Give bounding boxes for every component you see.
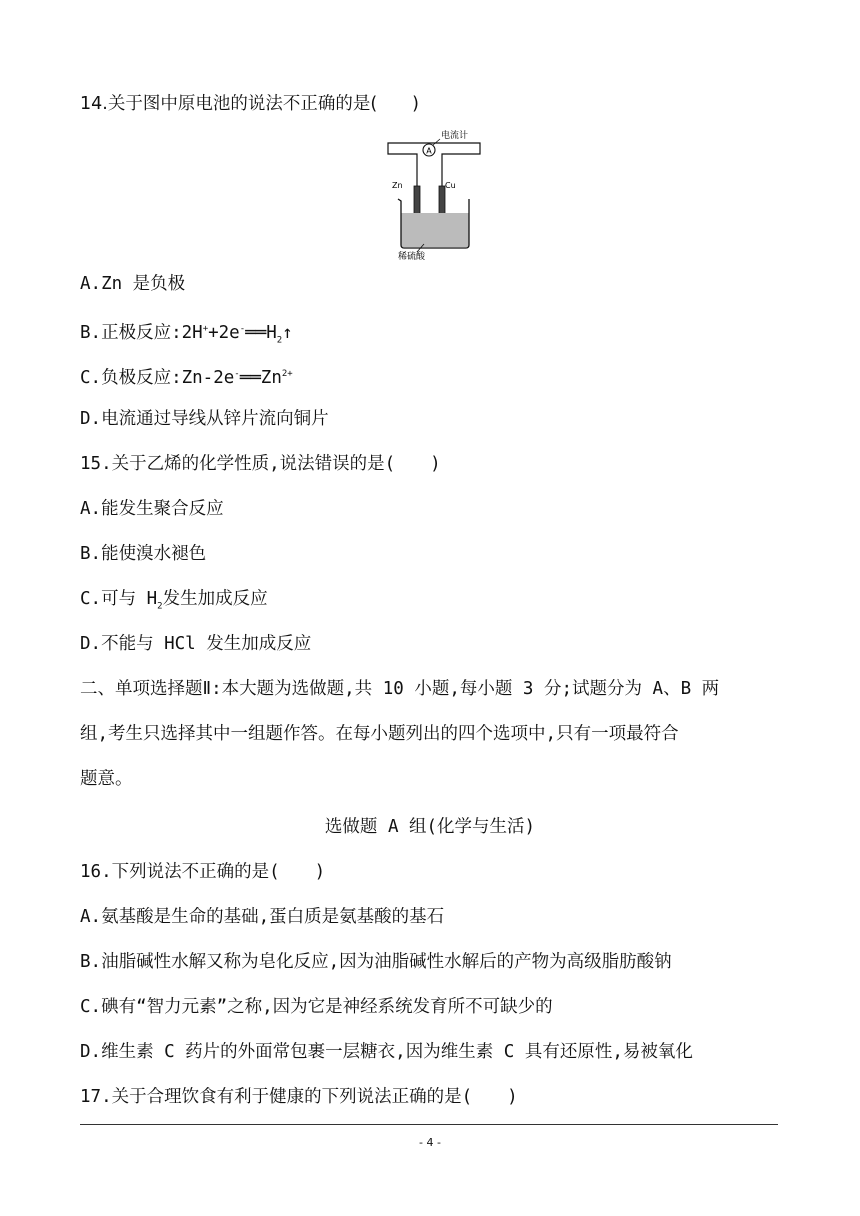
footer-rule bbox=[80, 1124, 778, 1125]
q15-stem: 15.关于乙烯的化学性质,说法错误的是( ) bbox=[80, 454, 441, 474]
q16-option-c: C.碘有“智力元素”之称,因为它是神经系统发育所不可缺少的 bbox=[80, 997, 553, 1017]
q17-stem: 17.关于合理饮食有利于健康的下列说法正确的是( ) bbox=[80, 1087, 518, 1107]
section2-line2: 组,考生只选择其中一组题作答。在每小题列出的四个选项中,只有一项最符合 bbox=[80, 724, 679, 744]
q14-stem: 14.关于图中原电池的说法不正确的是( ) bbox=[80, 94, 419, 114]
ammeter-symbol: A bbox=[426, 146, 432, 156]
meter-label: 电流计 bbox=[441, 131, 469, 141]
solution-label: 稀硫酸 bbox=[398, 252, 426, 260]
q16-option-d: D.维生素 C 药片的外面常包裹一层糖衣,因为维生素 C 具有还原性,易被氧化 bbox=[80, 1042, 693, 1062]
q15-option-d: D.不能与 HCl 发生加成反应 bbox=[80, 634, 312, 654]
q14-option-a: A.Zn 是负极 bbox=[80, 274, 186, 294]
q14-option-c: C.负极反应$:Zn-2e^-══Zn^{2+}$ bbox=[80, 367, 293, 388]
page-number: - 4 - bbox=[419, 1136, 441, 1149]
q16-option-a: A.氨基酸是生命的基础,蛋白质是氨基酸的基石 bbox=[80, 907, 445, 927]
q14-option-b: B.正极反应$:2H^++2e^-══H_2↑$ bbox=[80, 322, 293, 346]
section2-line3: 题意。 bbox=[80, 769, 133, 789]
q16-option-b: B.油脂碱性水解又称为皂化反应,因为油脂碱性水解后的产物为高级脂肪酸钠 bbox=[80, 952, 672, 972]
q16-stem: 16.下列说法不正确的是( ) bbox=[80, 862, 326, 882]
cu-label: Cu bbox=[445, 181, 456, 190]
solution-icon bbox=[401, 213, 469, 247]
zn-label: Zn bbox=[392, 181, 403, 190]
section2-line1: 二、单项选择题Ⅱ:本大题为选做题,共 10 小题,每小题 3 分;试题分为 A、B 两 bbox=[80, 679, 720, 699]
q14-option-d: D.电流通过导线从锌片流向铜片 bbox=[80, 409, 329, 429]
q15-option-c: C.可与 $H_2$发生加成反应 bbox=[80, 589, 268, 612]
q15-option-a: A.能发生聚合反应 bbox=[80, 499, 224, 519]
group-a-title: 选做题 A 组(化学与生活) bbox=[324, 817, 536, 837]
galvanic-cell-figure bbox=[384, 126, 484, 260]
q15-option-b: B.能使溴水褪色 bbox=[80, 544, 207, 564]
